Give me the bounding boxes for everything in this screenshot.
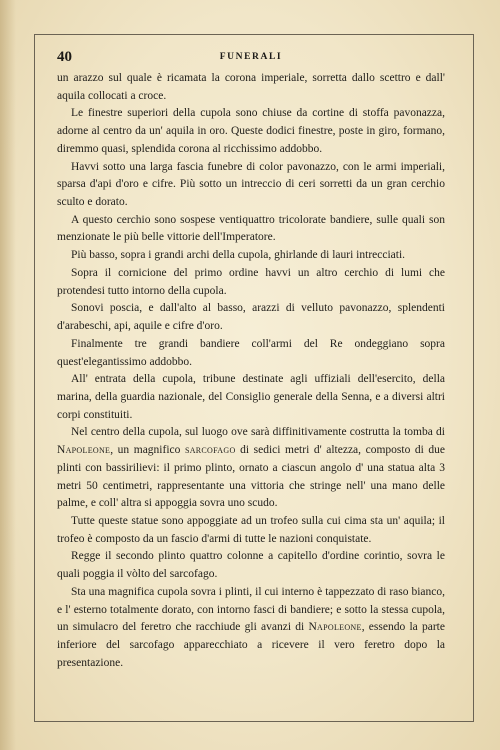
paragraph (57, 584, 445, 673)
paragraph (57, 70, 445, 105)
paragraph (57, 371, 445, 424)
paragraph (57, 424, 445, 513)
running-head: FUNERALI (219, 52, 283, 62)
text-run: , un magnifico (110, 444, 185, 457)
text-run: Nel centro della cupola, sul luogo ove sarà diffinitivamente costrutta la tomba di (71, 426, 445, 439)
text-run: All' entrata della cupola, tribune destinate agli uffiziali dell'esercito, della marina, della guardia nazionale, del Consiglio generale della Senna, e a diversi altri corpi constituiti. (57, 373, 445, 421)
text-run: A questo cerchio sono sospese ventiquattro tricolorate bandiere, sulle quali son menzionate le più belle vittorie dell'Imperatore. (57, 213, 445, 244)
paragraph (57, 247, 445, 265)
small-caps-text: Napoleone (57, 444, 111, 457)
paragraph (57, 159, 445, 212)
paragraph (57, 513, 445, 548)
text-run: Più basso, sopra i grandi archi della cupola, ghirlande di lauri intrecciati. (71, 249, 406, 262)
text-run: Sta una magnifica cupola sovra i plinti, il cui interno è tappezzato di raso bianco, e l' esterno totalmente dorato, con intorno fasci di bandiere; e sotto la stessa cupola, un simulacro del feretro che racchiude gli avanzi di (57, 585, 445, 634)
page-header (57, 47, 445, 67)
text-run: Sopra il cornicione del primo ordine havvi un altro cerchio di lumi che protendesi tutto intorno della cupola. (57, 266, 445, 297)
text-run: un arazzo sul quale è ricamata la corona imperiale, sorretta dallo scettro e dall' aquila collocati a croce. (57, 72, 445, 102)
text-run: di sedici metri d' altezza, composto di due plinti con bassirilievi: il primo plinto, ornato a ciascun angolo d' una statua alta 3 metri 50 centimetri, rappresentante una vittoria che stringe nell' una mano delle palme, e coll' altra si appoggia sovra uno scudo. (57, 444, 446, 510)
small-caps-text: sarcofago (184, 444, 236, 457)
text-run: Regge il secondo plinto quattro colonne a capitello d'ordine corintio, sovra le quali poggia il vòlto del sarcofago. (57, 550, 445, 581)
paragraph (57, 105, 445, 158)
paragraph (57, 265, 445, 300)
body-text (57, 70, 445, 672)
page-number: 40 (57, 49, 72, 65)
paragraph (57, 548, 445, 583)
paragraph (57, 300, 445, 335)
paragraph (57, 336, 445, 371)
text-run: , essendo la parte inferiore del sarcofago apparecchiato a ricevere il vero feretro dopo la presentazione. (57, 621, 445, 669)
small-caps-text: Napoleone (308, 621, 362, 634)
text-run: Finalmente tre grandi bandiere coll'armi del Re ondeggiano sopra quest'elegantissimo addobbo. (57, 337, 445, 368)
page-gutter-shadow (0, 0, 16, 750)
text-run: Sonovi poscia, e dall'alto al basso, arazzi di velluto pavonazzo, splendenti d'arabeschi, api, aquile e cifre d'oro. (57, 302, 445, 333)
paragraph (57, 212, 445, 247)
text-run: Havvi sotto una larga fascia funebre di color pavonazzo, con le armi imperiali, sparsa d'api d'oro e cifre. Più sotto un intreccio di ceri sorretti da un gran cerchio sculto e dorato. (57, 160, 445, 209)
text-run: Tutte queste statue sono appoggiate ad un trofeo sulla cui cima sta un' aquila; il trofeo è composto da un fascio d'armi di tutte le nazioni conquistate. (57, 514, 445, 545)
text-run: Le finestre superiori della cupola sono chiuse da cortine di stoffa pavonazza, adorne al centro da un' aquila in oro. Queste dodici finestre, poste in giro, formano, diremmo quasi, splendida corona al ricchissimo addobbo. (57, 107, 445, 155)
